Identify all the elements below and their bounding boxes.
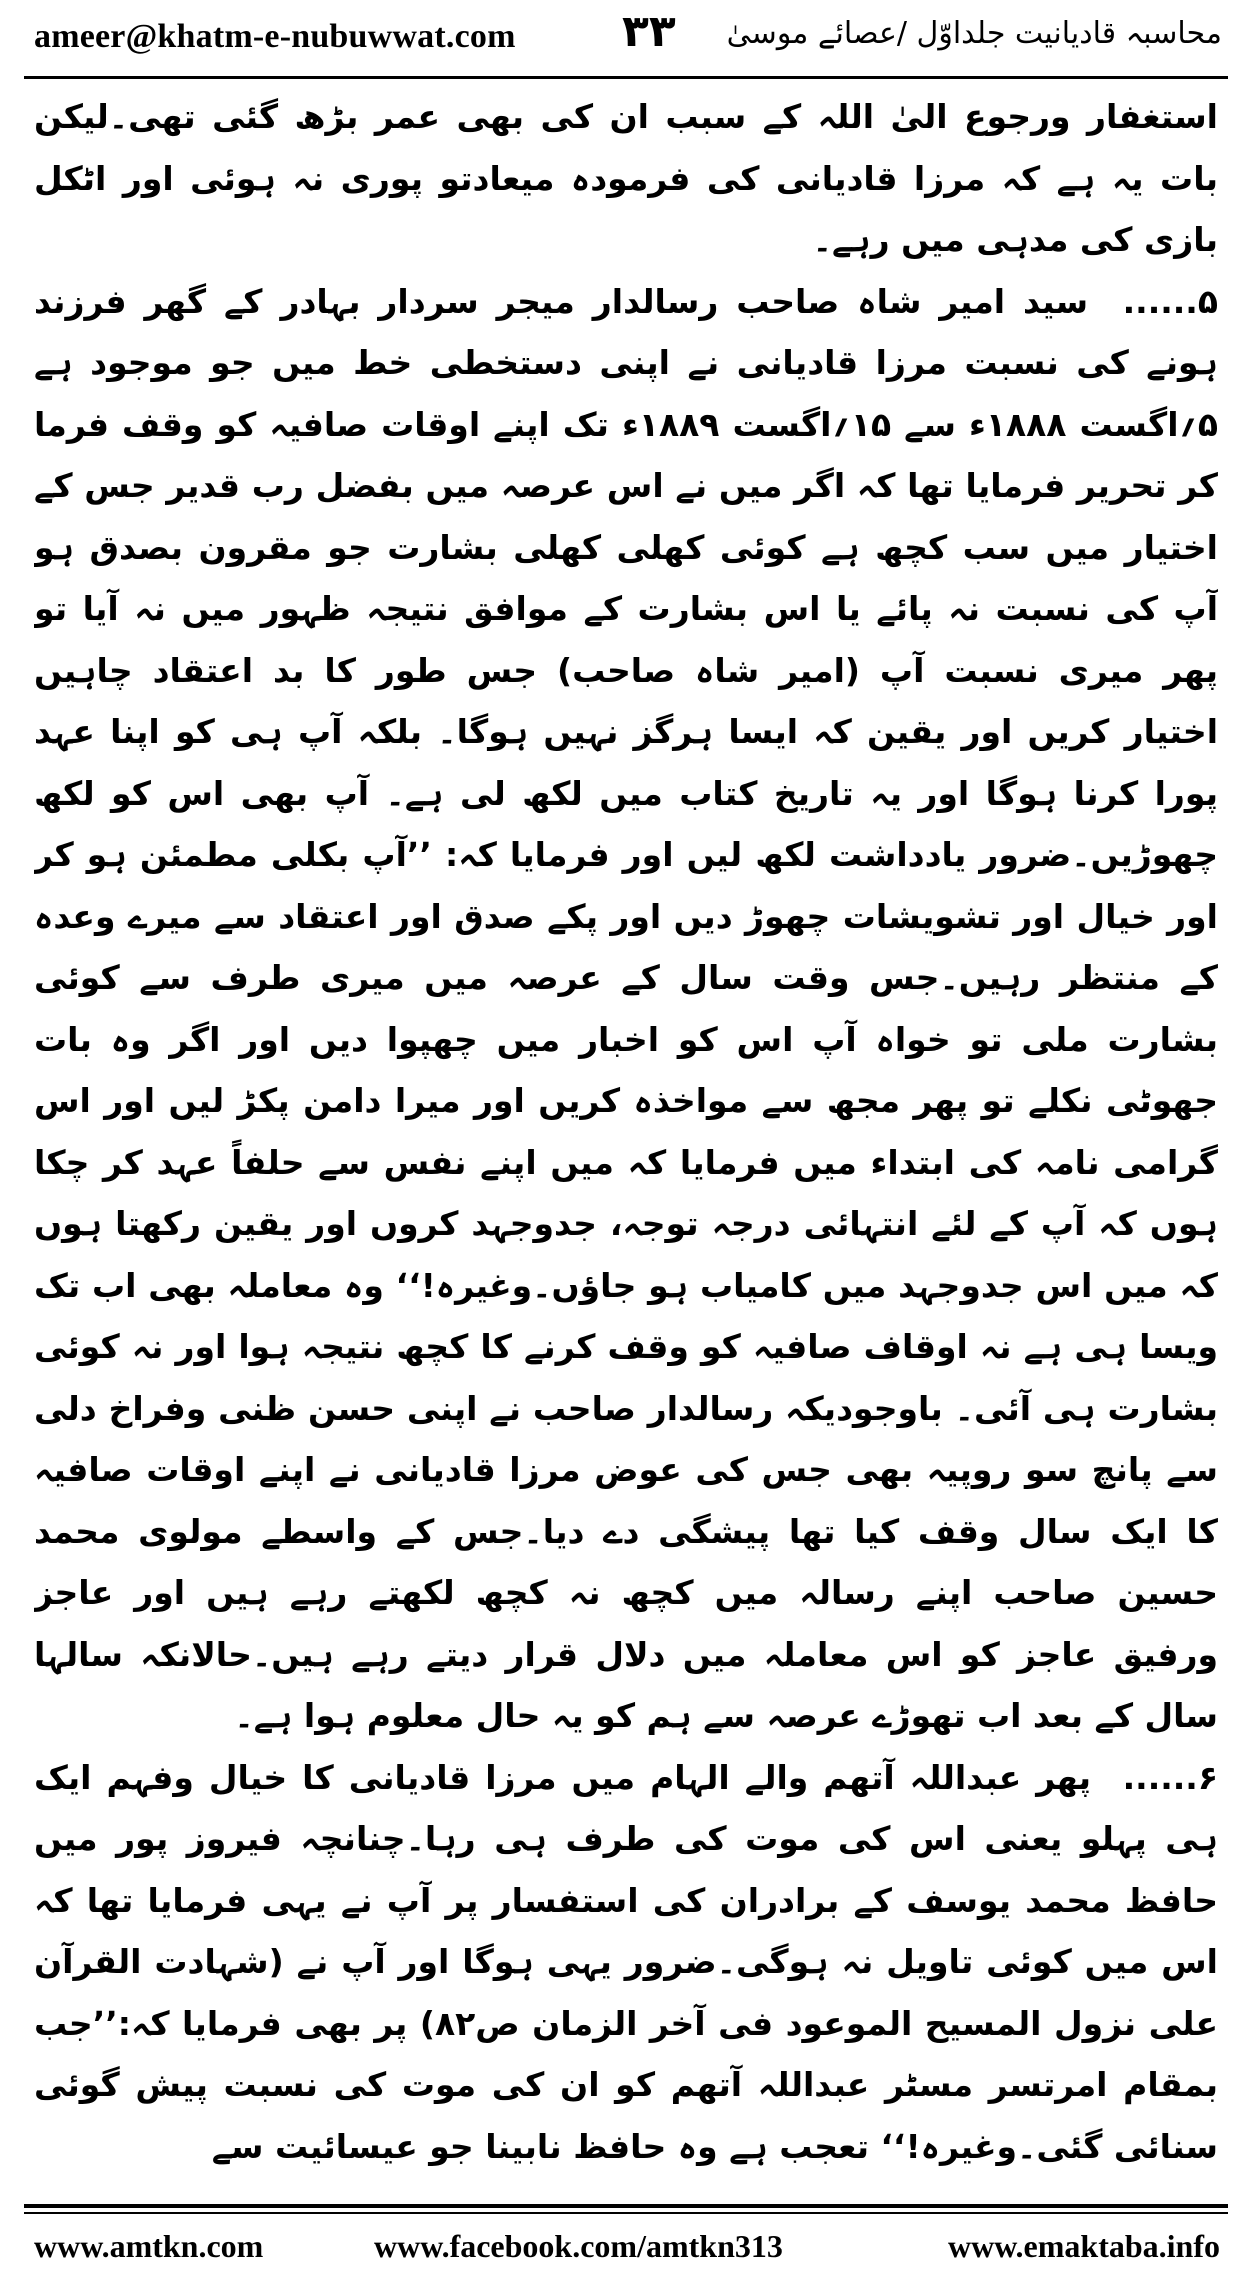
paragraph <box>34 271 1218 1747</box>
footer-link-facebook[interactable]: www.facebook.com/amtkn313 <box>374 2228 783 2264</box>
footer-link-amtkn[interactable]: www.amtkn.com <box>34 2228 264 2264</box>
book-title: محاسبہ قادیانیت جلداوّل /عصائے موسیٰ <box>726 16 1222 51</box>
paragraph-number: ۶...... <box>1122 1757 1218 1797</box>
paragraph <box>34 1747 1218 2178</box>
body-text <box>34 86 1218 2186</box>
page-header <box>24 6 1228 72</box>
footer-divider-thin <box>24 2212 1228 2214</box>
page-footer <box>24 2222 1228 2272</box>
paragraph-text: پھر عبداللہ آتھم والے الہام میں مرزا قادیانی کا خیال وفہم ایک ہی پہلو یعنی اس کی موت کی طرف ہی رہا۔چنانچہ فیروز پور میں حافظ محمد یوسف کے برادران کی استفسار پر آپ نے یہی فرمایا تھا کہ اس میں کوئی تاویل نہ ہوگی۔ضرور یہی ہوگا اور آپ نے (شہادت القرآن علی نزول المسیح الموعود فی آخر الزمان ص۸۲) پر بھی فرمایا کہ:’’جب بمقام امرتسر مسٹر عبداللہ آتھم کو ان کی موت کی نسبت پیش گوئی سنائی گئی۔وغیرہ!‘‘ تعجب ہے وہ حافظ نابینا جو عیسائیت سے <box>34 1757 1218 2166</box>
page-number: ۳۳ <box>622 6 676 57</box>
header-divider <box>24 76 1228 79</box>
paragraph-text: سید امیر شاہ صاحب رسالدار میجر سردار بہادر کے گھر فرزند ہونے کی نسبت مرزا قادیانی نے اپنی دستخطی خط میں جو موجود ہے ۵؍اگست ۱۸۸۸ء سے ۱۵؍اگست ۱۸۸۹ء تک اپنے اوقات صافیہ کو وقف فرما کر تحریر فرمایا تھا کہ اگر میں نے اس عرصہ میں بفضل رب قدیر جس کے اختیار میں سب کچھ ہے کوئی کھلی کھلی بشارت جو مقرون بصدق ہو آپ کی نسبت نہ پائے یا اس بشارت کے موافق نتیجہ ظہور میں نہ آیا تو پھر میری نسبت آپ (امیر شاہ صاحب) جس طور کا بد اعتقاد چاہیں اختیار کریں اور یقین کہ ایسا ہرگز نہیں ہوگا۔ بلکہ آپ ہی کو اپنا عہد پورا کرنا ہوگا اور یہ تاریخ کتاب میں لکھ لی ہے۔ آپ بھی اس کو لکھ چھوڑیں۔ضرور یادداشت لکھ لیں اور فرمایا کہ: ’’آپ بکلی مطمئن ہو کر اور خیال اور تشویشات چھوڑ دیں اور پکے صدق اور اعتقاد سے میرے وعدہ کے منتظر رہیں۔جس وقت سال کے عرصہ میں میری طرف سے کوئی بشارت ملی تو خواہ آپ اس کو اخبار میں چھپوا دیں اور اگر وہ بات جھوٹی نکلے تو پھر مجھ سے مواخذہ کریں اور میرا دامن پکڑ لیں اور اس گرامی نامہ کی ابتداء میں فرمایا کہ میں اپنے نفس سے حلفاً عہد کر چکا ہوں کہ آپ کے لئے انتہائی درجہ توجہ، جدوجہد کروں اور یقین رکھتا ہوں کہ میں اس جدوجہد میں کامیاب ہو جاؤں۔وغیرہ!‘‘ وہ معاملہ بھی اب تک ویسا ہی ہے نہ اوقاف صافیہ کو وقف کرنے کا کچھ نتیجہ ہوا اور نہ کوئی بشارت ہی آئی۔ باوجودیکہ رسالدار صاحب نے اپنی حسن ظنی وفراخ دلی سے پانچ سو روپیہ بھی جس کی عوض مرزا قادیانی نے اپنے اوقات صافیہ کا ایک سال وقف کیا تھا پیشگی دے دیا۔جس کے واسطے مولوی محمد حسین صاحب اپنے رسالہ میں کچھ نہ کچھ لکھتے رہے ہیں اور عاجز ورفیق عاجز کو اس معاملہ میں دلال قرار دیتے رہے ہیں۔حالانکہ سالہا سال کے بعد اب تھوڑے عرصہ سے ہم کو یہ حال معلوم ہوا ہے۔ <box>34 281 1218 1735</box>
footer-divider <box>24 2204 1228 2208</box>
paragraph <box>34 86 1218 271</box>
paragraph-number: ۵...... <box>1122 281 1218 321</box>
header-email: ameer@khatm-e-nubuwwat.com <box>34 18 516 55</box>
paragraph-text: استغفار ورجوع الیٰ اللہ کے سبب ان کی بھی عمر بڑھ گئی تھی۔لیکن بات یہ ہے کہ مرزا قادیانی کی فرمودہ میعادتو پوری نہ ہوئی اور اٹکل بازی کی مدہی میں رہے۔ <box>34 97 1218 259</box>
footer-link-emaktaba[interactable]: www.emaktaba.info <box>947 2228 1220 2264</box>
